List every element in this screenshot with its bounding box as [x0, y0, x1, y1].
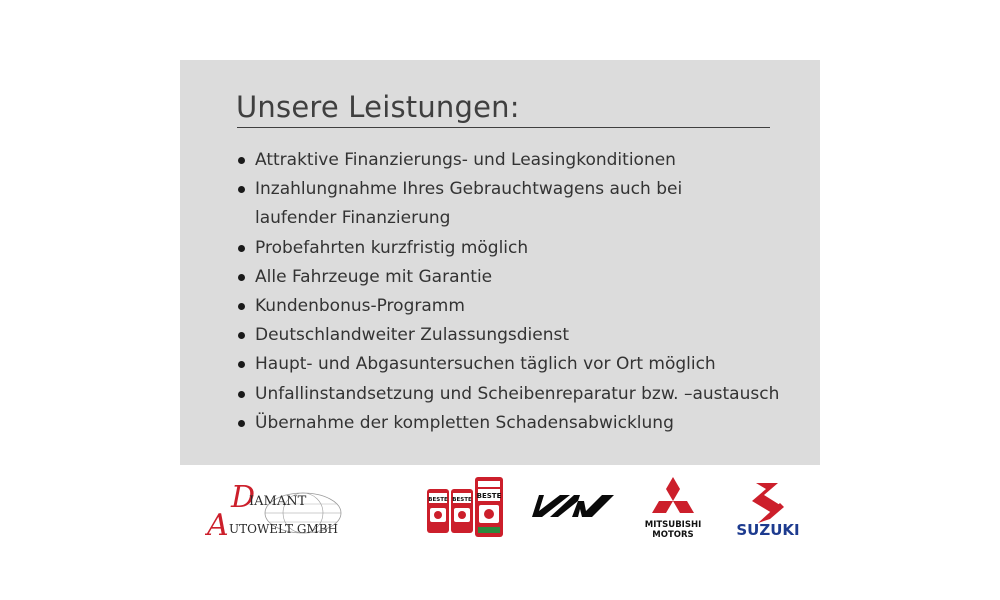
- service-item: Inzahlungnahme Ihres Gebrauchtwagens auch bei: [238, 175, 779, 204]
- mitsubishi-line1: MITSUBISHI: [644, 520, 702, 530]
- service-item: Kundenbonus-Programm: [238, 292, 779, 321]
- services-panel: [180, 60, 820, 465]
- heading-divider: [237, 127, 770, 128]
- service-item-continuation: laufender Finanzierung: [255, 208, 451, 229]
- svg-text:BESTE: BESTE: [428, 497, 448, 503]
- partner-logos: [0, 465, 1000, 600]
- services-list: [238, 146, 779, 438]
- service-item: Deutschlandweiter Zulassungsdienst: [238, 321, 779, 350]
- service-item: Attraktive Finanzierungs- und Leasingkonditionen: [238, 146, 779, 175]
- service-item: Haupt- und Abgasuntersuchen täglich vor Ort möglich: [238, 350, 779, 379]
- award-badges-logo: [425, 475, 505, 541]
- service-item: Probefahrten kurzfristig möglich: [238, 234, 779, 263]
- dealer-initial-d: D: [231, 480, 256, 515]
- svg-text:BESTE: BESTE: [476, 492, 502, 500]
- dealer-name-line1: IAMANT: [249, 494, 307, 509]
- dealer-name-line2: UTOWELT GMBH: [229, 522, 339, 536]
- dealer-initial-a: A: [207, 508, 229, 543]
- mitsubishi-line2: MOTORS: [652, 530, 694, 540]
- service-item: Alle Fahrzeuge mit Garantie: [238, 263, 779, 292]
- mitsubishi-logo: [640, 475, 706, 545]
- services-heading: Unsere Leistungen:: [236, 90, 520, 124]
- kia-logo: [530, 493, 616, 519]
- suzuki-logo: [728, 479, 808, 541]
- service-item: Übernahme der kompletten Schadensabwicklung: [238, 409, 779, 438]
- diamant-autowelt-logo: [205, 473, 365, 543]
- suzuki-wordmark: SUZUKI: [736, 521, 800, 539]
- svg-text:BESTE: BESTE: [452, 497, 472, 503]
- service-item: Unfallinstandsetzung und Scheibenreparatur bzw. –austausch: [238, 380, 779, 409]
